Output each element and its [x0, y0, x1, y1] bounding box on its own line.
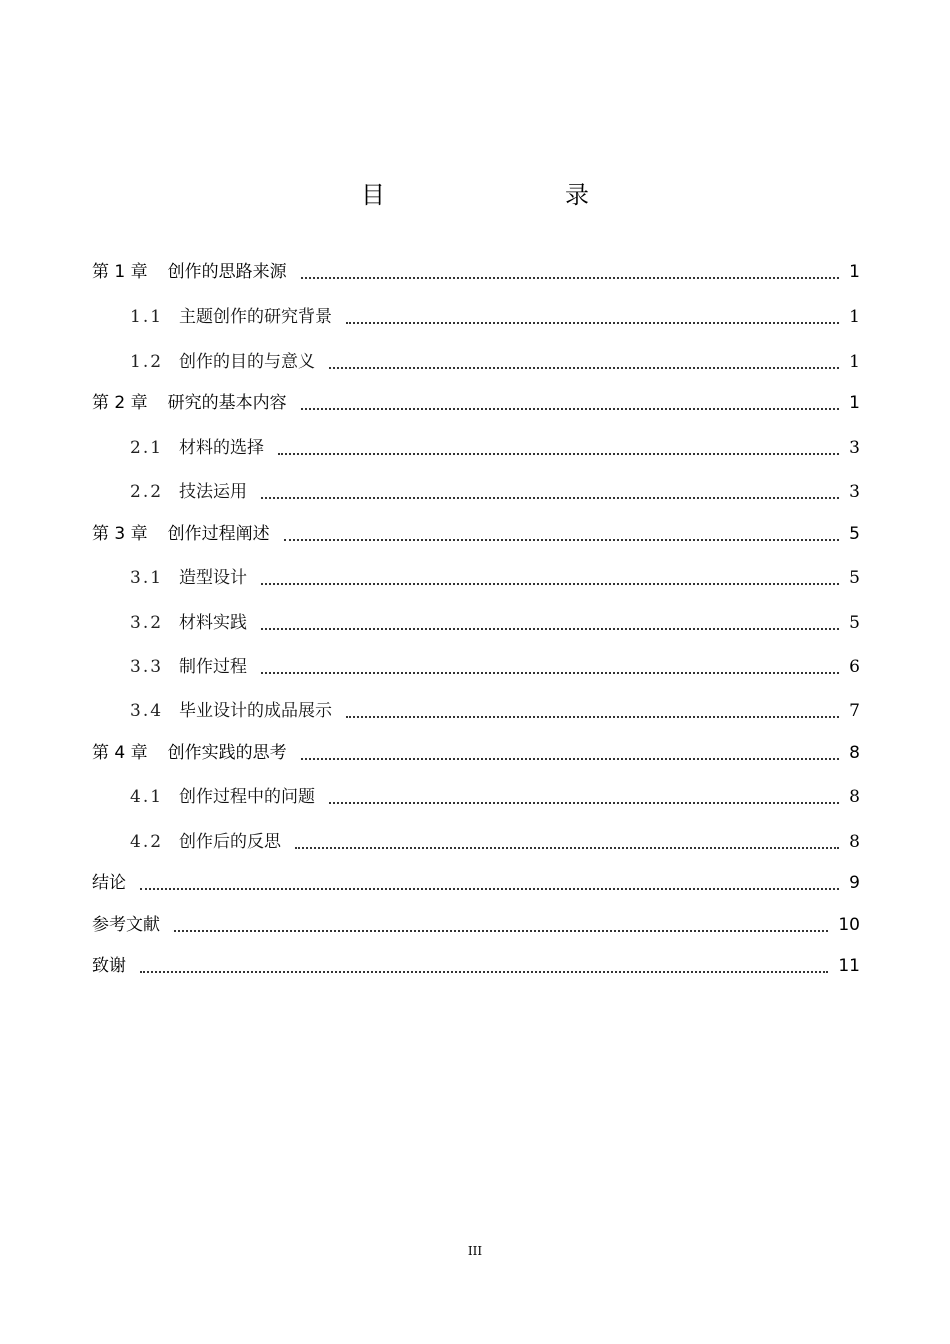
toc-entry[interactable] — [130, 783, 860, 811]
toc-entry-number: 1.2 — [130, 352, 164, 372]
toc-dot-leader — [261, 609, 839, 637]
toc-entry-label: 创作后的反思 — [179, 832, 282, 852]
toc-entry-page: 1 — [849, 307, 860, 327]
toc-entry[interactable] — [130, 478, 860, 506]
toc-entry-page: 9 — [849, 873, 860, 893]
toc-entry[interactable] — [92, 869, 860, 897]
toc-entry-label: 致谢 — [92, 956, 126, 976]
toc-dot-leader — [140, 952, 828, 980]
toc-entry-number: 1.1 — [130, 307, 164, 327]
toc-entry-label: 创作实践的思考 — [167, 743, 287, 763]
toc-entry-page: 6 — [849, 657, 860, 677]
toc-entry[interactable] — [92, 258, 860, 286]
toc-dot-leader — [346, 697, 839, 725]
toc-entry-page: 8 — [849, 787, 860, 807]
toc-entry-label: 创作过程阐述 — [167, 524, 270, 544]
toc-dot-leader — [174, 911, 828, 939]
toc-entry-page: 1 — [849, 393, 860, 413]
page-number-footer: III — [467, 1244, 483, 1258]
toc-entry-label: 技法运用 — [179, 482, 248, 502]
toc-entry-label: 毕业设计的成品展示 — [179, 701, 333, 721]
toc-entry-label: 创作的目的与意义 — [179, 352, 316, 372]
toc-entry-label: 制作过程 — [179, 657, 248, 677]
toc-entry-page: 10 — [838, 915, 860, 935]
toc-entry[interactable] — [92, 389, 860, 417]
toc-entry[interactable] — [130, 303, 860, 331]
toc-entry-number: 第 1 章 — [92, 262, 148, 282]
toc-entry-label: 主题创作的研究背景 — [179, 307, 333, 327]
toc-dot-leader — [295, 828, 839, 856]
toc-entry-label: 材料实践 — [179, 613, 248, 633]
toc-dot-leader — [301, 739, 840, 767]
toc-entry-label: 研究的基本内容 — [167, 393, 287, 413]
toc-entry-label: 造型设计 — [179, 568, 248, 588]
toc-entry-number: 4.1 — [130, 787, 164, 807]
toc-entry-label: 结论 — [92, 873, 126, 893]
page-title: 目 录 — [361, 181, 633, 209]
toc-dot-leader — [261, 478, 839, 506]
toc-entry[interactable] — [92, 911, 860, 939]
toc-dot-leader — [301, 389, 840, 417]
toc-entry-number: 第 2 章 — [92, 393, 148, 413]
toc-entry-page: 3 — [849, 438, 860, 458]
toc-entry-page: 1 — [849, 352, 860, 372]
toc-entry[interactable] — [92, 520, 860, 548]
toc-entry-page: 8 — [849, 832, 860, 852]
toc-dot-leader — [346, 303, 839, 331]
toc-entry-label: 创作的思路来源 — [167, 262, 287, 282]
toc-dot-leader — [284, 520, 840, 548]
toc-entry-number: 第 4 章 — [92, 743, 148, 763]
toc-entry-number: 3.4 — [130, 701, 164, 721]
toc-entry[interactable] — [130, 697, 860, 725]
toc-entry[interactable] — [130, 653, 860, 681]
toc-entry-page: 8 — [849, 743, 860, 763]
toc-dot-leader — [261, 653, 839, 681]
toc-dot-leader — [301, 258, 840, 286]
toc-entry[interactable] — [130, 564, 860, 592]
toc-dot-leader — [329, 348, 839, 376]
toc-entry-number: 3.3 — [130, 657, 164, 677]
toc-dot-leader — [329, 783, 839, 811]
toc-entry-label: 创作过程中的问题 — [179, 787, 316, 807]
toc-entry-page: 1 — [849, 262, 860, 282]
toc-entry[interactable] — [130, 434, 860, 462]
toc-entry-label: 材料的选择 — [179, 438, 265, 458]
toc-entry-page: 11 — [838, 956, 860, 976]
toc-dot-leader — [261, 564, 839, 592]
toc-dot-leader — [140, 869, 839, 897]
toc-entry-page: 7 — [849, 701, 860, 721]
toc-entry[interactable] — [92, 952, 860, 980]
toc-entry-number: 3.1 — [130, 568, 164, 588]
toc-entry[interactable] — [92, 739, 860, 767]
toc-entry[interactable] — [130, 828, 860, 856]
toc-entry-page: 5 — [849, 613, 860, 633]
toc-entry-number: 3.2 — [130, 613, 164, 633]
toc-entry-number: 4.2 — [130, 832, 164, 852]
toc-entry-number: 2.2 — [130, 482, 164, 502]
toc-entry-page: 3 — [849, 482, 860, 502]
toc-dot-leader — [278, 434, 839, 462]
toc-entry-number: 2.1 — [130, 438, 164, 458]
toc-entry-page: 5 — [849, 568, 860, 588]
toc-entry[interactable] — [130, 609, 860, 637]
toc-entry-number: 第 3 章 — [92, 524, 148, 544]
toc-entry-label: 参考文献 — [92, 915, 160, 935]
toc-entry-page: 5 — [849, 524, 860, 544]
toc-entry[interactable] — [130, 348, 860, 376]
